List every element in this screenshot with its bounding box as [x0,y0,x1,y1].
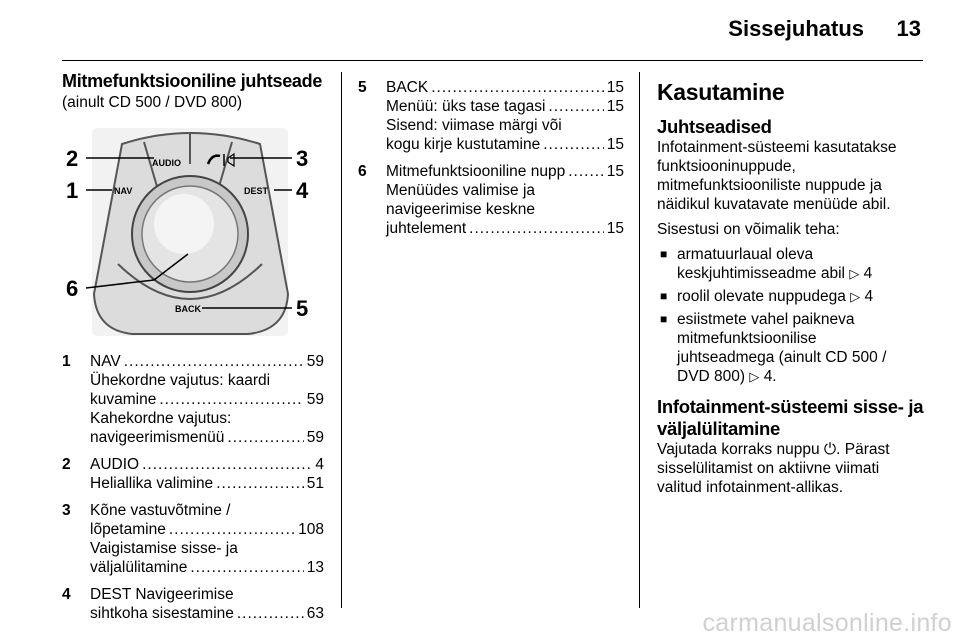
ref-page: 51 [306,475,324,492]
callout-3: 3 [296,146,309,171]
ref-number: 1 [62,353,71,370]
ref-line [90,390,324,409]
ref-item [358,162,624,238]
ref-text: AUDIO [90,456,140,473]
fig-label-dest: DEST [244,186,269,196]
watermark: carmanualsonline.info [702,609,952,637]
callout-2: 2 [66,146,79,171]
text-line: sisselülitamist on aktiivne viimati [657,460,880,477]
ref-text: juhtelement [386,220,467,237]
ref-page: 59 [306,353,324,370]
ref-number: 4 [62,586,71,603]
ref-line: Kahekordne vajutus: [90,410,232,427]
ref-item [62,352,324,447]
ref-line [386,78,624,97]
ref-line: Ühekordne vajutus: kaardi [90,372,271,389]
ref-text: lõpetamine [90,521,166,538]
section-subheading: (ainult CD 500 / DVD 800) [62,94,243,111]
ref-item [62,585,324,623]
callout-6: 6 [66,276,79,301]
bullet-item [657,310,927,386]
ref-page: 59 [306,391,324,408]
ref-line [386,135,624,154]
ref-line [90,604,324,623]
ref-page: 108 [298,521,324,538]
text-line: funktsiooninuppude, [657,158,796,175]
ref-line [90,474,324,493]
ref-item [62,501,324,577]
bullet-list [657,245,927,386]
text-line: mitmefunktsioonilise [677,330,817,347]
subheading-power: Infotainment-süsteemi sisse- ja väljalülitamine [657,396,924,439]
text-line: mitmefunktsiooniliste nuppude ja [657,177,882,194]
ref-number: 5 [358,79,367,96]
right-column [657,78,927,503]
ref-line: Sisend: viimase märgi või [386,117,562,134]
ref-number: 3 [62,502,71,519]
ref-line: Menüüdes valimise ja [386,182,536,199]
header-rule [62,60,923,61]
ref-page: 15 [606,163,624,180]
ref-page: 59 [306,429,324,446]
ref-line [90,352,324,371]
callout-5: 5 [296,296,309,321]
text-line: näidikul kuvatavate menüüde abil. [657,196,891,213]
middle-column [358,78,624,246]
power-icon: ⏻ [823,441,837,458]
ref-page: 15 [606,136,624,153]
ref-text: sihtkoha sisestamine [90,605,234,622]
callout-1: 1 [66,178,79,203]
paragraph [657,138,927,214]
ref-line: DEST Navigeerimise [90,586,234,603]
ref-item [358,78,624,154]
ref-item [62,455,324,493]
ref-line [90,520,324,539]
section-heading-kasutamine: Kasutamine [657,79,785,105]
text-line: ■ armatuurlaual oleva [677,246,814,263]
text-line: ■ esiistmete vahel paikneva [677,311,855,328]
ref-page: 15 [606,220,624,237]
column-divider-left [341,72,342,608]
ref-number: 6 [358,163,367,180]
ref-page: 63 [306,605,324,622]
left-column [62,70,324,631]
ref-page: 13 [306,559,324,576]
text-line: DVD 800) ▷ 4. [677,368,777,385]
ref-text: kuvamine [90,391,157,408]
page-title: Sissejuhatus [728,16,864,41]
ref-page: 15 [606,79,624,96]
ref-line [386,97,624,116]
ref-text: Menüü: üks tase tagasi [386,98,546,115]
ref-text: navigeerimismenüü [90,429,225,446]
ref-arrow-icon: ▷ [749,369,760,384]
ref-text: Mitmefunktsiooniline nupp [386,163,566,180]
ref-text: BACK [386,79,429,96]
ref-line [90,428,324,447]
ref-text: NAV [90,353,121,370]
bullet-item [657,287,927,306]
ref-line: Kõne vastuvõtmine / [90,502,231,519]
text-line: ■ roolil olevate nuppudega ▷ 4 [677,288,874,305]
text-line: keskjuhtimisseadme abil ▷ 4 [677,265,873,282]
controller-illustration [62,124,316,340]
intro-line: Sisestusi on võimalik teha: [657,221,840,238]
fig-label-back: BACK [175,304,201,314]
ref-number: 2 [62,456,71,473]
ref-line [386,219,624,238]
ref-text: kogu kirje kustutamine [386,136,541,153]
subheading-juhtseadised: Juhtseadised [657,116,772,137]
ref-line: Vaigistamise sisse- ja [90,540,238,557]
ref-arrow-icon: ▷ [849,266,860,281]
ref-text: Heliallika valimine [90,475,214,492]
text-line: Infotainment-süsteemi kasutatakse [657,139,897,156]
text-line: juhtseadmega (ainult CD 500 / [677,349,887,366]
paragraph [657,440,927,497]
column-divider-right [639,72,640,608]
fig-label-audio: AUDIO [152,158,181,168]
ref-page: 15 [606,98,624,115]
text-line: valitud infotainment-allikas. [657,479,844,496]
ref-line [386,162,624,181]
ref-arrow-icon: ▷ [850,289,861,304]
section-heading: Mitmefunktsiooniline juhtseade [62,71,323,91]
ref-line [90,455,324,474]
fig-label-nav: NAV [114,186,133,196]
ref-page: 4 [315,456,324,473]
text-line: Vajutada korraks nuppu ⏻. Pärast [657,441,890,458]
bullet-item [657,245,927,283]
controller-figure [62,124,316,340]
ref-line: navigeerimise keskne [386,201,536,218]
ref-line [90,558,324,577]
page-number: 13 [896,16,921,41]
page-header [0,0,960,62]
callout-4: 4 [296,178,309,203]
ref-text: väljalülitamine [90,559,188,576]
left-ref-list [62,352,324,623]
